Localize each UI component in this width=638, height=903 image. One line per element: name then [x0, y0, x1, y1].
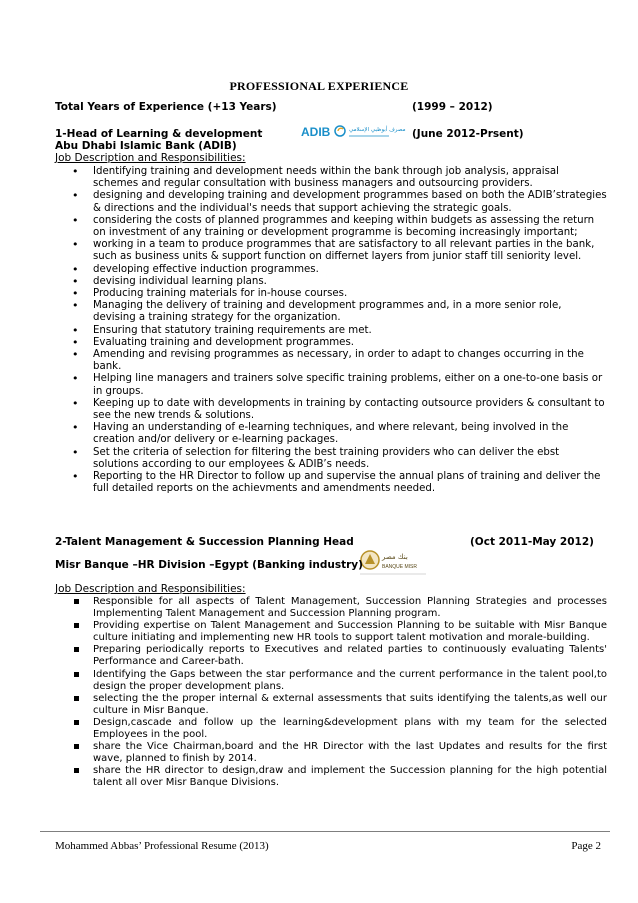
- list-item: • Amending and revising programmes as necessary, in order to adapt to changes occurring in the bank.: [55, 349, 607, 373]
- list-item: Preparing periodically reports to Executives and related parties to continuously evaluating Talents' Performance and Career-bath.: [55, 644, 607, 668]
- job2-company: Misr Banque –HR Division –Egypt (Banking industry): [55, 559, 363, 571]
- list-item: • Identifying training and development needs within the bank through job analysis, appraisal schemes and regular consultation with business managers and outsourcing providers.: [55, 166, 607, 190]
- job1-title: 1-Head of Learning & development: [55, 128, 263, 140]
- list-item: Design,cascade and follow up the learning&development plans with my team for the selected Employees in the pool.: [55, 717, 607, 741]
- list-item: share the HR director to design,draw and implement the Succession planning for the high potential talent all over Misr Banque Divisions.: [55, 765, 607, 789]
- list-item: share the Vice Chairman,board and the HR Director with the last Updates and results for the first wave, planned to finish by 2014.: [55, 741, 607, 765]
- job1-bullet-list: [55, 166, 607, 495]
- footer-divider: [40, 831, 610, 832]
- banque-misr-logo-arabic: بنك مصر: [382, 553, 408, 561]
- list-item: • developing effective induction programmes.: [55, 264, 607, 276]
- banque-misr-logo-text: BANQUE MISR: [382, 564, 418, 570]
- list-item: • Set the criteria of selection for filtering the best training providers who can deliver the ebst solutions according to our employees & ADIB’s needs.: [55, 447, 607, 471]
- page-number: Page 2: [571, 840, 601, 852]
- list-item: • Helping line managers and trainers solve specific training problems, either on a one-to-one basis or in groups.: [55, 373, 607, 397]
- job2-title: 2-Talent Management & Succession Planning Head: [55, 536, 354, 548]
- list-item: • considering the costs of planned programmes and keeping within budgets as assessing the return on investment of any training or development programme is becoming increasingly important;: [55, 215, 607, 239]
- list-item: Providing expertise on Talent Management and Succession Planning to be suitable with Misr Banque culture initiating and implementing new HR tools to support talent motivation and morale-building.: [55, 620, 607, 644]
- list-item: • devising individual learning plans.: [55, 276, 607, 288]
- adib-logo: [301, 123, 406, 141]
- list-item: selecting the the proper internal & external assessments that suits identifying the talents,as well our culture in Misr Banque.: [55, 693, 607, 717]
- list-item: • designing and developing training and development programmes based on both the ADIB’strategies & directions and the individual's needs that support achieving the strategic goals.: [55, 190, 607, 214]
- adib-emblem-icon: [335, 126, 345, 136]
- list-item: • Producing training materials for in-house courses.: [55, 288, 607, 300]
- adib-logo-arabic: مصرف أبوظبي الإسلامي: [349, 127, 406, 133]
- list-item: Responsible for all aspects of Talent Management, Succession Planning Strategies and processes Implementing Talent Management and Succession Planning program.: [55, 596, 607, 620]
- list-item: • Ensuring that statutory training requirements are met.: [55, 325, 607, 337]
- total-experience: Total Years of Experience (+13 Years): [55, 101, 277, 113]
- job1-company: Abu Dhabi Islamic Bank (ADIB): [55, 140, 237, 152]
- list-item: • Evaluating training and development programmes.: [55, 337, 607, 349]
- job1-responsibilities-label: Job Description and Responsibilities:: [55, 152, 246, 164]
- job2-responsibilities-label: Job Description and Responsibilities:: [55, 583, 246, 595]
- list-item: • Keeping up to date with developments in training by contacting outsource providers & consultant to see the new trends & solutions.: [55, 398, 607, 422]
- list-item: Identifying the Gaps between the star performance and the current performance in the talent pool,to design the proper development plans.: [55, 669, 607, 693]
- section-title: PROFESSIONAL EXPERIENCE: [229, 79, 409, 93]
- job1-dates: (June 2012-Prsent): [412, 128, 524, 140]
- total-experience-dates: (1999 – 2012): [412, 101, 493, 113]
- list-item: • Reporting to the HR Director to follow up and supervise the annual plans of training and deliver the full detailed reports on the achievments and amendments needed.: [55, 471, 607, 495]
- list-item: • working in a team to produce programmes that are satisfactory to all relevant parties in the bank, such as business units & support function on differnet layers from junior staff till seniority level.: [55, 239, 607, 263]
- job2-dates: (Oct 2011-May 2012): [470, 536, 594, 548]
- footer-title: Mohammed Abbas’ Professional Resume (2013): [55, 840, 269, 852]
- list-item: • Managing the delivery of training and development programmes and, in a more senior role, devising a training strategy for the organization.: [55, 300, 607, 324]
- adib-logo-text: ADIB: [301, 125, 331, 139]
- banque-misr-logo: [358, 546, 428, 580]
- job2-bullet-list: [55, 596, 607, 790]
- list-item: • Having an understanding of e-learning techniques, and where relevant, being involved in the creation and/or delivery or e-learning packages.: [55, 422, 607, 446]
